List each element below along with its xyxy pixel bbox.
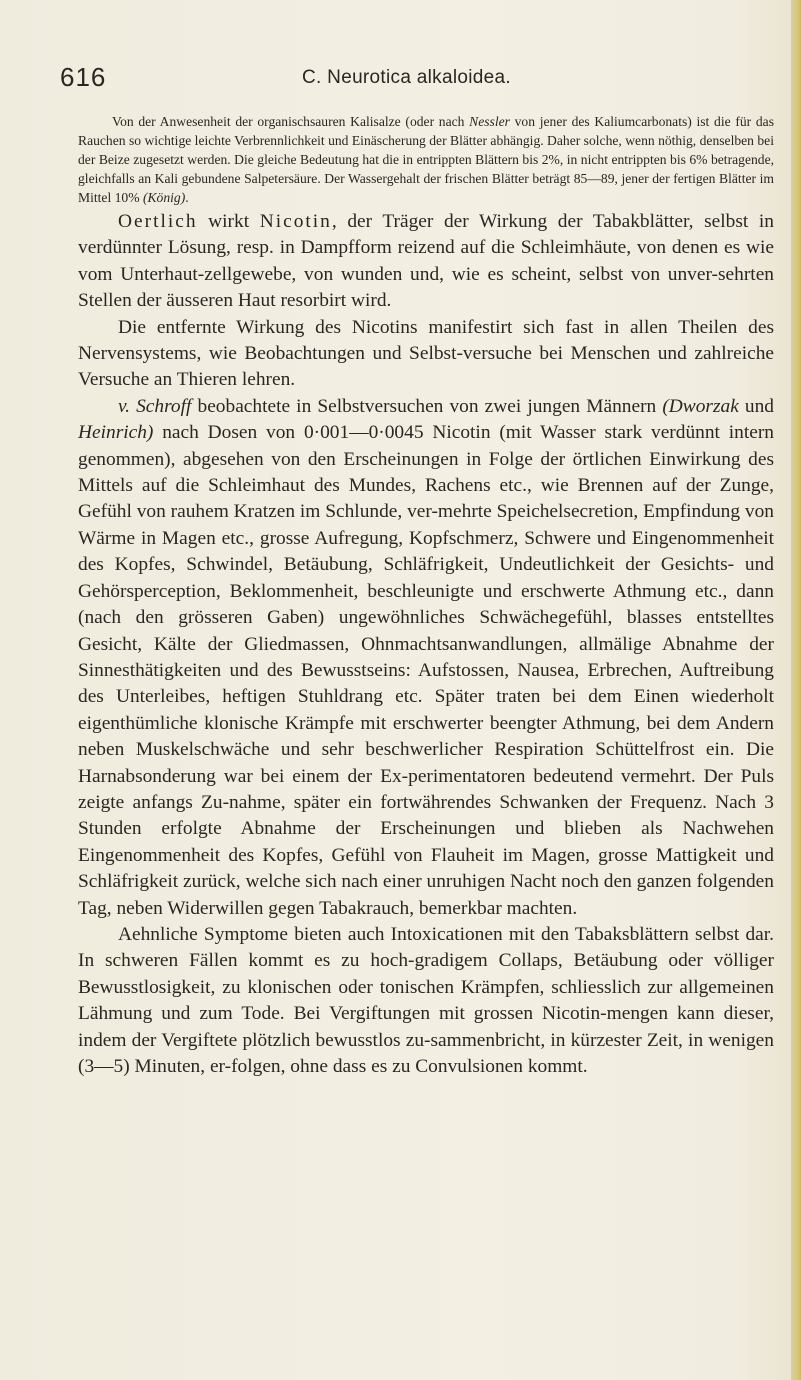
text-run: Aehnliche Symptome bieten auch Intoxicationen mit den Tabaksblättern selbst dar. In schweren Fällen kommt es zu hoch-gradigem Collaps, Betäubung oder völliger Bewusstlosigkeit, zu klonischen oder tonischen Krämpfen, schliesslich zur allgemeinen Lähmung und zum Tode. Bei Vergiftungen mit grossen Nicotin-mengen kann dieser, indem der Vergiftete plötzlich bewusstlos zu-sammenbricht, in kürzester Zeit, in wenigen (3—5) Minuten, er-folgen, ohne dass es zu Convulsionen kommt. <box>78 923 774 1077</box>
page-edge <box>791 0 801 1380</box>
spaced-lead-word: Oertlich <box>118 211 198 232</box>
author-name: Heinrich) <box>78 422 154 444</box>
author-name: Nessler <box>469 114 510 129</box>
author-name: (Dworzak <box>662 395 739 417</box>
text-run: nach Dosen von 0·001—0·0045 Nicotin (mit Wasser stark verdünnt intern genommen), abgesehen von den Erscheinungen in Folge der örtlichen Einwirkung des Mittels auf die Schleimhaut des Mundes, Rachens etc., wie Brennen auf der Zunge, Gefühl von rauhem Kratzen im Schlunde, ver-mehrte Speichelsecretion, Empfindung von Wärme in Magen etc., grosse Aufregung, Kopfschmerz, Schwere und Eingenommenheit des Kopfes, Schwindel, Betäubung, Schläfrigkeit, Undeutlichkeit der Gesichts- und Gehörsperception, Beklommenheit, beschleunigte und erschwerte Athmung etc., dann (nach den grösseren Gaben) ungewöhnliches Schwächegefühl, blasses entstelltes Gesicht, Kälte der Gliedmassen, Ohnmachtsanwandlungen, allmälige Abnahme der Sinnesthätigkeiten und des Bewusstseins: Aufstossen, Nausea, Erbrechen, Auftreibung des Unterleibes, heftigen Stuhldrang etc. Später traten bei dem Einen wiederholt eigenthümliche klonische Krämpfe mit erschwerter beengter Athmung, bei dem Andern neben Muskelschwäche und sehr beschwerlicher Respiration Schüttelfrost ein. Die Harnabsonderung war bei einem der Ex-perimentatoren bedeutend vermehrt. Der Puls zeigte anfangs Zu-nahme, später ein fortwährendes Schwanken der Frequenz. Nach 3 Stunden erfolgte Abnahme der Erscheinungen und blieben als Nachwehen Eingenommenheit des Kopfes, Gefühl von Flauheit im Magen, grosse Mattigkeit und Schläfrigkeit zurück, welche sich nach einer unruhigen Nacht noch den ganzen folgenden Tag, neben Widerwillen gegen Tabakrauch, bemerkbar machten. <box>78 422 774 919</box>
text-run: Die entfernte Wirkung des Nicotins manifestirt sich fast in allen Theilen des Nervensystems, wie Beobachtungen und Selbst-versuche bei Menschen und zahlreiche Versuche an Thieren lehren. <box>78 316 774 391</box>
text-run: , der Träger der Wirkung der Tabakblätter, selbst in verdünnter Lösung, resp. in Dampfform reizend auf die Schleimhäute, von denen es wie vom Unterhaut-zellgewebe, von wunden und, wie es scheint, selbst von unver-sehrten Stellen der äusseren Haut resorbirt wird. <box>78 211 774 312</box>
paragraph-schroff-experiments <box>78 394 774 922</box>
body-text <box>78 112 774 1080</box>
spaced-term: Nicotin <box>259 211 332 232</box>
text-run: Von der Anwesenheit der organischsauren Kalisalze (oder nach <box>112 114 470 129</box>
running-head <box>0 62 801 98</box>
paragraph-remote-effect <box>78 315 774 394</box>
paragraph-intoxication <box>78 922 774 1080</box>
text-run: und <box>738 395 774 417</box>
paragraph-potash-salts <box>78 112 774 207</box>
text-run: . <box>185 190 189 205</box>
page-number: 616 <box>60 62 107 92</box>
text-run: wirkt <box>197 211 260 232</box>
paragraph-local-effect <box>78 209 774 315</box>
author-name: (König) <box>142 190 186 205</box>
running-title: C. Neurotica alkaloidea. <box>302 67 511 88</box>
text-run: beobachtete in Selbstversuchen von zwei jungen Männern <box>191 395 663 417</box>
text-run: von jener des Kaliumcarbonats) ist die für das Rauchen so wichtige leichte Verbrennlichkeit und Einäscherung der Blätter abhängig. Daher solche, wenn nöthig, denselben bei der Beize zugesetzt werden. Die gleiche Bedeutung hat die in entrippten Blättern bis 2%, in nicht entrippten bis 6% betragende, gleichfalls an Kali gebundene Salpetersäure. Der Wassergehalt der frischen Blätter beträgt 85—89, jener der fertigen Blätter im Mittel 10% <box>78 114 774 205</box>
author-name: v. Schroff <box>118 395 192 417</box>
